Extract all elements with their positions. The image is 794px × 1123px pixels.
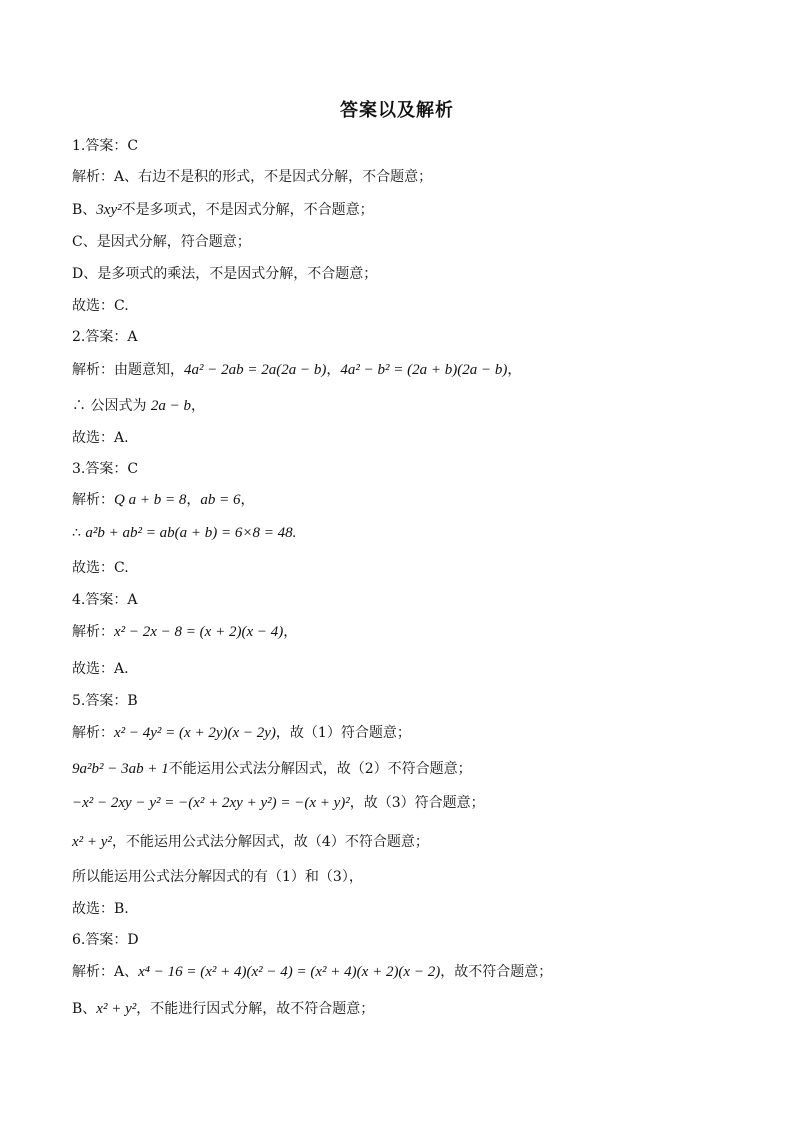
line-text: B、 (72, 1001, 97, 1017)
line-text: ， (186, 492, 201, 508)
line-text: 1.答案：C (72, 138, 139, 154)
line-text: 2.答案：A (72, 329, 138, 345)
text-line (72, 899, 129, 919)
line-text: ∴ 公因式为 (72, 398, 151, 414)
text-line (72, 962, 552, 982)
line-text: ，不能进行因式分解，故不符合题意； (136, 1001, 375, 1017)
line-text: 所以能运用公式法分解因式的有（1）和（3）， (72, 869, 363, 885)
math-expression: Q a + b = 8 (114, 492, 187, 508)
line-text: ，不能运用公式法分解因式，故（4）不符合题意； (111, 834, 429, 850)
math-expression: 2a − b (150, 398, 192, 414)
line-text: 故选：A. (72, 661, 129, 677)
text-line (72, 490, 254, 510)
line-text: ， (191, 398, 206, 414)
text-line (72, 930, 139, 950)
text-line (72, 459, 138, 479)
line-text: 解析： (72, 725, 114, 741)
line-text: ， (326, 362, 341, 378)
text-line (72, 327, 137, 347)
math-expression: −x² − 2xy − y² = −(x² + 2xy + y²) = −(x + y)² (72, 795, 350, 811)
math-expression: ab = 6 (200, 492, 241, 508)
math-expression: 4a² − 2ab = 2a(2a − b) (184, 362, 327, 378)
text-line (72, 167, 432, 187)
text-line (72, 999, 374, 1019)
line-text: 故选：C. (72, 298, 129, 314)
text-line (72, 691, 138, 711)
line-text: D、是多项式的乘法，不是因式分解，不合题意； (72, 266, 378, 282)
math-expression: a²b + ab² = ab(a + b) = 6×8 = 48. (85, 525, 297, 541)
line-text: 故选：B. (72, 901, 129, 917)
text-line (72, 428, 129, 448)
line-text: 解析： (72, 492, 114, 508)
text-line (72, 360, 521, 380)
text-line (72, 396, 205, 416)
text-line (72, 136, 138, 156)
text-line (72, 832, 429, 852)
text-line (72, 232, 251, 252)
math-expression: x⁴ − 16 = (x² + 4)(x² − 4) = (x² + 4)(x + 2)(x − 2) (138, 964, 441, 980)
line-text: ，故（3）符合题意； (349, 795, 485, 811)
text-line (72, 590, 137, 610)
math-expression: x² − 2x − 8 = (x + 2)(x − 4) (114, 624, 284, 640)
text-line (72, 759, 472, 779)
line-text: ， (507, 362, 522, 378)
line-text: 不能运用公式法分解因式，故（2）不符合题意； (168, 761, 472, 777)
line-text: 4.答案：A (72, 592, 138, 608)
line-text: ， (240, 492, 255, 508)
math-expression: x² − 4y² = (x + 2y)(x − 2y) (114, 725, 276, 741)
line-text: 6.答案：D (72, 932, 139, 948)
text-line (72, 723, 411, 743)
text-line (72, 264, 377, 284)
math-expression: x² + y² (72, 834, 112, 850)
line-text: C、是因式分解，符合题意； (72, 234, 251, 250)
line-text: ，故不符合题意； (440, 964, 553, 980)
line-text: 解析：A、 (72, 964, 139, 980)
line-text: 解析：A、右边不是积的形式，不是因式分解，不合题意； (72, 169, 433, 185)
text-line (72, 622, 297, 642)
math-expression: 9a²b² − 3ab + 1 (72, 761, 169, 777)
text-line (72, 296, 129, 316)
text-line (72, 558, 129, 578)
line-text: 故选：A. (72, 430, 129, 446)
line-text: 不是多项式，不是因式分解，不合题意； (121, 202, 374, 218)
text-line (72, 867, 363, 887)
line-text: B、 (72, 202, 97, 218)
line-text: 解析：由题意知， (72, 362, 184, 378)
text-line (72, 793, 485, 813)
line-text: 故选：C. (72, 560, 129, 576)
line-text: 5.答案：B (72, 693, 138, 709)
math-expression: x² + y² (96, 1001, 137, 1017)
page-title: 答案以及解析 (340, 100, 454, 121)
line-text: 解析： (72, 624, 114, 640)
math-expression: 4a² − b² = (2a + b)(2a − b) (340, 362, 508, 378)
line-text: ， (283, 624, 298, 640)
text-line (72, 659, 129, 679)
text-line (72, 523, 296, 543)
line-text: ，故（1）符合题意； (275, 725, 411, 741)
line-text: 3.答案：C (72, 461, 139, 477)
text-line (72, 200, 374, 220)
math-expression: 3xy² (96, 202, 122, 218)
line-text: ∴ (72, 525, 86, 541)
